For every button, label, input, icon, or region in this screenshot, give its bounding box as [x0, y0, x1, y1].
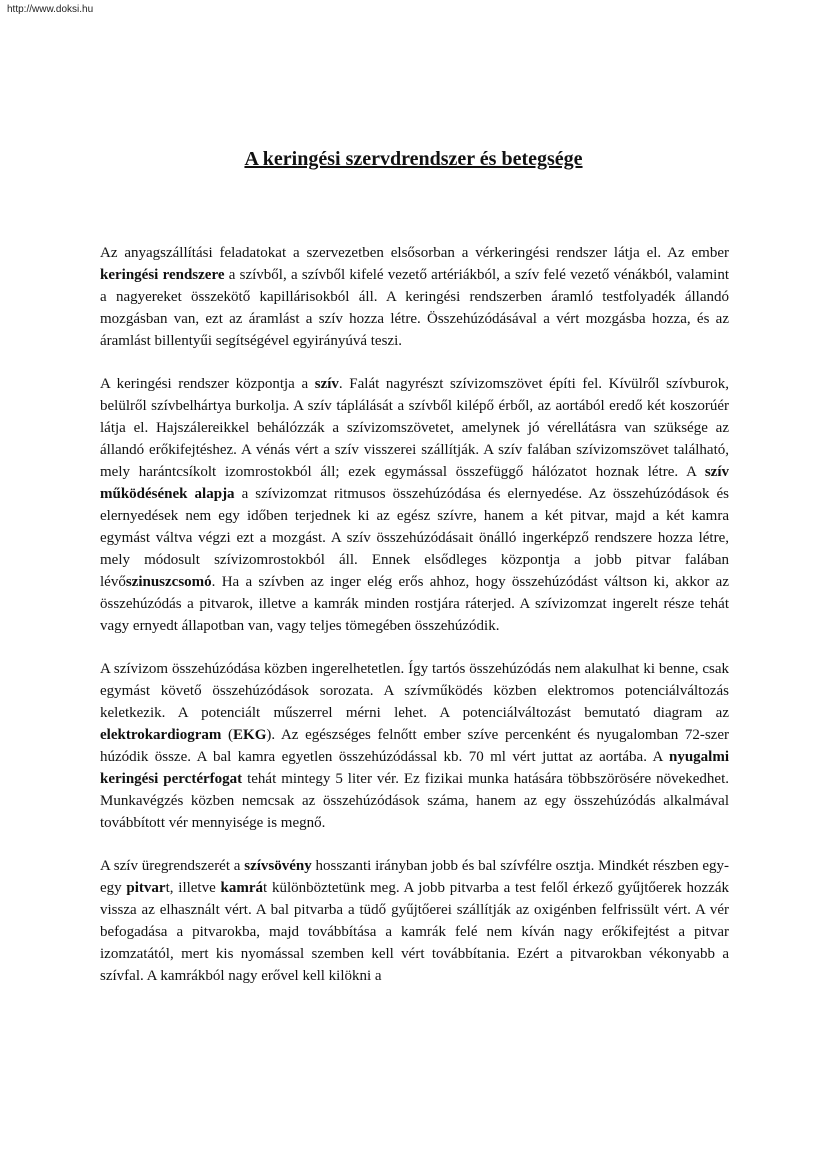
text-segment: a szívből, a szívből kifelé vezető artériákból, a szív felé vezető vénákból, valamint a nagyereket összekötő kapillárisokból áll. A keringési rendszerben áramló testfolyadék állandó mozgásban van, ezt az áramlást a szív hozza létre. Összehúzódásával a vért mozgásba hozza, és az áramlást billentyűi segítségével egyirányúvá teszi.: [100, 267, 729, 349]
text-segment: ). Az egészséges felnőtt ember szíve percenként és nyugalomban 72-szer húzódik össze. A bal kamra egyetlen összehúzódással kb. 70 ml vért juttat az aortába. A: [100, 727, 729, 765]
text-segment: t különböztetünk meg. A jobb pitvarba a test felől érkező gyűjtőerek hozzák vissza az elhasznált vért. A bal pitvarba a tüdő gyűjtőerei szállítják az oxigénben felfrissült vért. A vér befogadása a pitvarokba, majd továbbítása a kamrák felé nem kíván nagy erőkifejtést a pitvar izomzatától, mert kis nyomással szemben kell vért továbbítania. Ezért a pitvarokban vékonyabb a szívfal. A kamrákból nagy erővel kell kilökni a: [100, 880, 729, 984]
text-segment: a szívizomzat ritmusos összehúzódása és elernyedése. Az összehúzódások és elernyedések nem egy időben terjednek ki az egész szívre, hanem a két pitvar, majd a két kamra egymást váltva végzi ezt a mozgást. A szív összehúzódásait önálló ingerképző rendszere hozza létre, mely módosult szívizomrostokból áll. Ennek elsődleges központja a jobb pitvar falában lévő: [100, 486, 729, 590]
text-segment: A keringési rendszer központja a: [100, 376, 315, 392]
bold-term: szív működésének alapja: [100, 464, 729, 502]
text-segment: hosszanti irányban jobb és bal szívfélre osztja. Mindkét részben egy-egy: [100, 858, 729, 896]
text-segment: . Falát nagyrészt szívizomszövet építi fel. Kívülről szívburok, belülről szívbelhártya burkolja. A szív táplálását a szívből kilépő érből, az aortából eredő két koszorúér látja el. Hajszálereikkel behálózzák a szívizomszövetet, amelynek jó vérellátásra van szüksége az állandó erőkifejtéshez. A vénás vért a szív visszerei szállítják. A szív falában szívizomszövet található, mely harántcsíkolt izomrostokból áll; ezek egymással összefüggő hálózatot hoznak létre. A: [100, 376, 729, 480]
paragraph-heart-chambers: [100, 855, 729, 987]
paragraph-circulatory-system: [100, 242, 729, 352]
paragraph-ecg: [100, 658, 729, 834]
page-title: A keringési szervdrendszer és betegsége: [244, 148, 583, 170]
text-segment: t, illetve: [165, 880, 221, 896]
text-segment: tehát mintegy 5 liter vér. Ez fizikai munka hatására többszörösére növekedhet. Munkavégzés közben nemcsak az összehúzódások száma, hanem az egy összehúzódás alkalmával továbbított vér mennyisége is megnő.: [100, 771, 729, 831]
bold-term: szinuszcsomó: [125, 574, 212, 590]
text-segment: Az anyagszállítási feladatokat a szervezetben elsősorban a vérkeringési rendszer látja el. Az ember: [100, 245, 729, 261]
bold-term: szívsövény: [244, 858, 312, 874]
text-segment: A szívizom összehúzódása közben ingerelhetetlen. Így tartós összehúzódás nem alakulhat ki benne, csak egymást követő összehúzódások sorozata. A szívműködés közben elektromos potenciálváltozás keletkezik. A potenciált műszerrel mérni lehet. A potenciálváltozást bemutató diagram az: [100, 661, 729, 721]
paragraph-heart: [100, 373, 729, 637]
document-body: [100, 242, 729, 1008]
bold-term: pitvar: [126, 880, 166, 896]
bold-term: EKG: [233, 727, 267, 743]
bold-term: szív: [314, 376, 339, 392]
text-segment: (: [221, 727, 234, 743]
text-segment: A szív üregrendszerét a: [100, 858, 245, 874]
source-url: http://www.doksi.hu: [7, 4, 94, 15]
bold-term: kamrá: [220, 880, 264, 896]
bold-term: keringési rendszere: [100, 267, 225, 283]
bold-term: nyugalmi keringési perctérfogat: [100, 749, 729, 787]
bold-term: elektrokardiogram: [100, 727, 222, 743]
text-segment: . Ha a szívben az inger elég erős ahhoz, hogy összehúzódást váltson ki, akkor az összehúzódás a pitvarok, illetve a kamrák minden rostjára ráterjed. A szívizomzat ingerelt része tehát vagy ernyedt állapotban van, vagy teljes tömegében összehúzódik.: [100, 574, 729, 634]
